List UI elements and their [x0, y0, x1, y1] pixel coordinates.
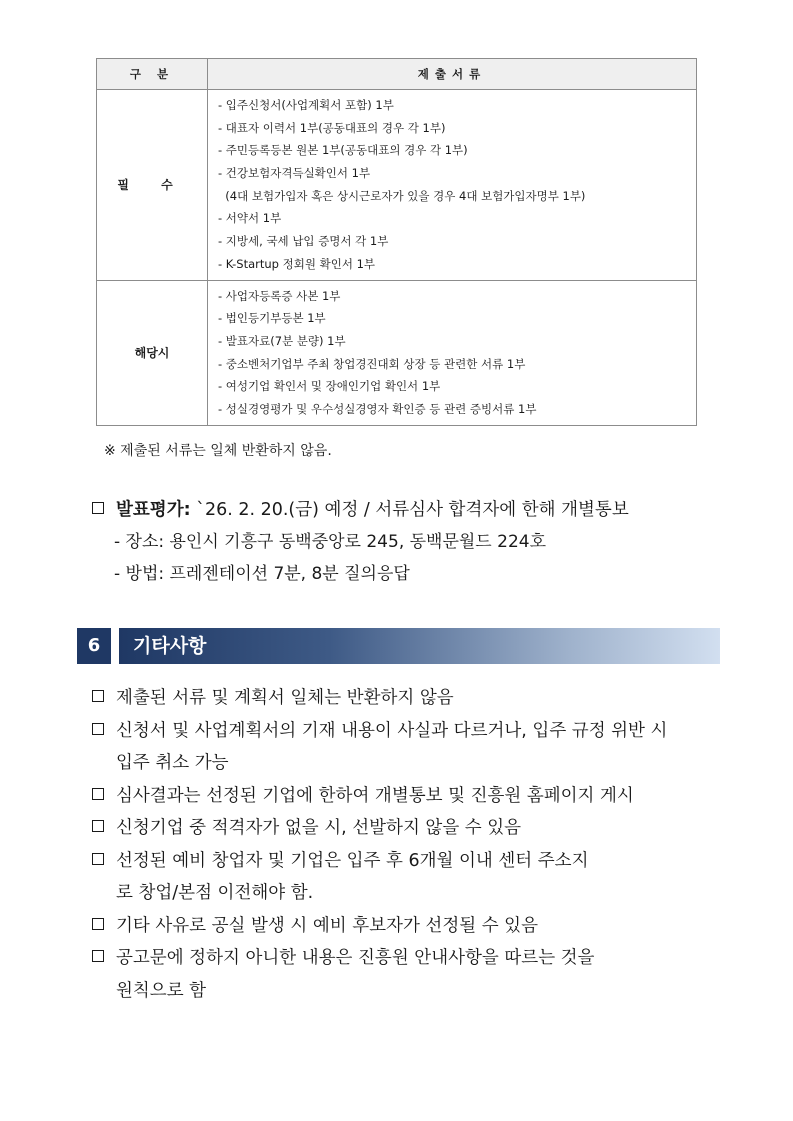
checkbox-square-icon [92, 690, 104, 702]
list-item-text: 기타 사유로 공실 발생 시 예비 후보자가 선정될 수 있음 [116, 915, 538, 936]
presentation-place: - 장소: 용인시 기흥구 동백중앙로 245, 동백문월드 224호 [114, 532, 547, 552]
list-item: - 발표자료(7분 분량) 1부 [218, 333, 346, 348]
list-item [92, 682, 667, 715]
presentation-line [92, 494, 629, 526]
section-title: 기타사항 [133, 635, 207, 657]
applicable-documents-list [208, 280, 697, 425]
list-item: - 건강보험자격득실확인서 1부 [218, 166, 371, 181]
list-item: - 서약서 1부 [218, 211, 282, 226]
category-if-applicable: 해당시 [97, 280, 208, 425]
checkbox-square-icon [92, 502, 104, 514]
table-header-row [97, 59, 697, 90]
list-item: - K-Startup 정회원 확인서 1부 [218, 256, 376, 271]
checkbox-square-icon [92, 820, 104, 832]
required-documents-list [208, 90, 697, 281]
presentation-label: 발표평가: [116, 500, 191, 520]
etc-list [92, 682, 667, 1007]
list-item-continuation: 원칙으로 함 [116, 980, 207, 1001]
section-number: 6 [77, 628, 111, 664]
header-documents: 제출서류 [208, 59, 697, 90]
checkbox-square-icon [92, 723, 104, 735]
list-item [92, 910, 667, 943]
list-item: - 법인등기부등본 1부 [218, 311, 326, 326]
category-required: 필 수 [97, 90, 208, 281]
list-item-text: 선정된 예비 창업자 및 기업은 입주 후 6개월 이내 센터 주소지 [116, 850, 589, 871]
checkbox-square-icon [92, 950, 104, 962]
list-item [92, 845, 667, 878]
list-item [92, 715, 667, 748]
list-item-text: 공고문에 정하지 아니한 내용은 진흥원 안내사항을 따르는 것을 [116, 948, 595, 968]
list-item: - 성실경영평가 및 우수성실경영자 확인증 등 관련 증빙서류 1부 [218, 401, 537, 416]
list-item-text: 신청서 및 사업계획서의 기재 내용이 사실과 다르거나, 입주 규정 위반 시 [116, 720, 668, 741]
presentation-method: - 방법: 프레젠테이션 7분, 8분 질의응답 [114, 564, 410, 584]
table-note: ※ 제출된 서류는 일체 반환하지 않음. [104, 443, 332, 459]
list-item-text: 제출된 서류 및 계획서 일체는 반환하지 않음 [116, 688, 454, 708]
list-item [92, 942, 667, 975]
list-item: (4대 보험가입자 혹은 상시근로자가 있을 경우 4대 보험가입자명부 1부) [218, 188, 586, 203]
list-item: - 여성기업 확인서 및 장애인기업 확인서 1부 [218, 379, 441, 394]
list-item-text: 심사결과는 선정된 기업에 한하여 개별통보 및 진흥원 홈페이지 게시 [116, 785, 634, 806]
list-item: - 대표자 이력서 1부(공동대표의 경우 각 1부) [218, 120, 446, 135]
list-item-continuation: 입주 취소 가능 [116, 753, 229, 773]
section-title-bar [119, 628, 720, 664]
presentation-section [92, 494, 629, 590]
checkbox-square-icon [92, 918, 104, 930]
list-item [92, 780, 667, 813]
list-item: - 중소벤처기업부 주최 창업경진대회 상장 등 관련한 서류 1부 [218, 356, 526, 371]
table-row-required [97, 90, 697, 281]
list-item: - 입주신청서(사업계획서 포함) 1부 [218, 98, 394, 112]
list-item-continuation: 로 창업/본점 이전해야 함. [116, 883, 314, 903]
table-row-if-applicable [97, 280, 697, 425]
section-header [77, 628, 720, 664]
presentation-text: `26. 2. 20.(금) 예정 / 서류심사 합격자에 한해 개별통보 [190, 500, 629, 520]
header-category: 구 분 [97, 59, 208, 90]
list-item [92, 812, 667, 845]
checkbox-square-icon [92, 853, 104, 865]
checkbox-square-icon [92, 788, 104, 800]
list-item: - 주민등록등본 원본 1부(공동대표의 경우 각 1부) [218, 143, 468, 158]
list-item-text: 신청기업 중 적격자가 없을 시, 선발하지 않을 수 있음 [116, 818, 522, 838]
list-item: - 사업자등록증 사본 1부 [218, 288, 341, 303]
list-item: - 지방세, 국세 납입 증명서 각 1부 [218, 234, 389, 249]
submission-documents-table [96, 58, 697, 426]
